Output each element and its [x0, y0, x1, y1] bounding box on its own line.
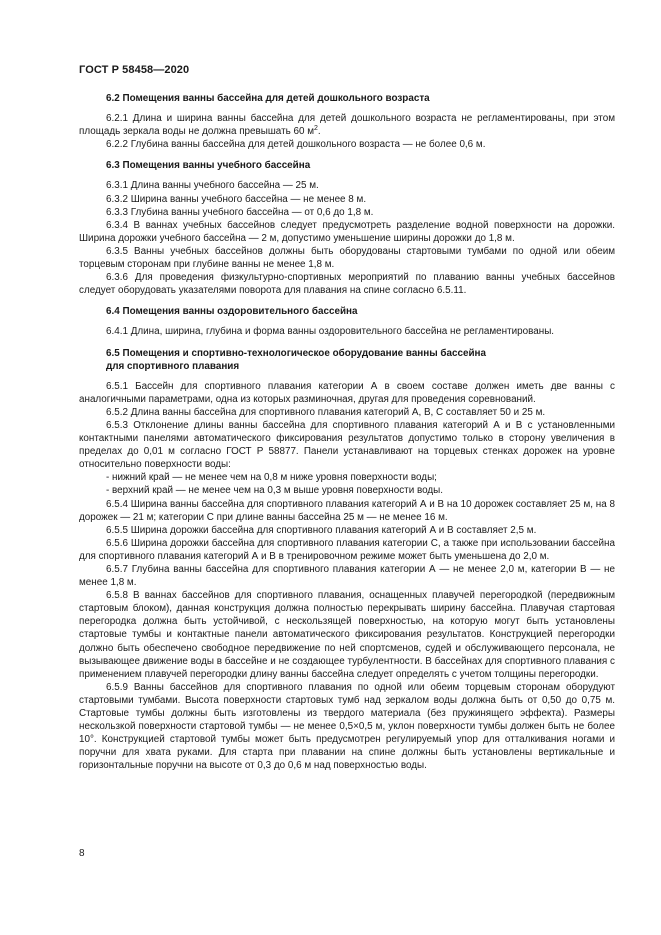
paragraph-6-3-5: 6.3.5 Ванны учебных бассейнов должны быть оборудованы стартовыми тумбами по одной или обеим торцевым сторонам при глубине ванны не менее 1,8 м.	[79, 245, 615, 271]
paragraph-6-2-2: 6.2.2 Глубина ванны бассейна для детей дошкольного возраста — не более 0,6 м.	[106, 139, 486, 151]
paragraph-6-5-5: 6.5.5 Ширина дорожки бассейна для спортивного плавания категорий А и В составляет 2,5 м.	[106, 524, 537, 536]
paragraph-6-5-1: 6.5.1 Бассейн для спортивного плавания категории А в своем составе должен иметь две ванны с аналогичными параметрами, одна из которых разминочная, другая для проведения соревнований.	[79, 380, 615, 405]
paragraph-6-2-1-text: 6.2.1 Длина и ширина ванны бассейна для детей дошкольного возраста не регламентированы, при этом площадь зеркала воды не должна превышать 60 м	[79, 113, 615, 138]
paragraph-6-3-6: 6.3.6 Для проведения физкультурно-спортивных мероприятий по плаванию ванны учебных бассейнов следует оборудовать указателями поворота для плавания на спине согласно 6.5.11.	[79, 272, 615, 297]
paragraph-6-5-3: 6.5.3 Отклонение длины ванны бассейна для спортивного плавания категорий А и В с установленными контактными панелями автоматического фиксирования результатов допустимо только в сторону увеличения в пределах до 0,01 м согласно ГОСТ Р 58877. Панели устанавливают на торцевых стенках дорожек на уровне относительно поверхности воды:	[79, 419, 615, 471]
paragraph-6-3-1: 6.3.1 Длина ванны учебного бассейна — 25 м.	[106, 180, 319, 192]
section-heading-6-5	[79, 347, 615, 373]
paragraph-6-2-1-end: .	[317, 126, 321, 138]
section-heading-6-3: 6.3 Помещения ванны учебного бассейна	[106, 160, 311, 172]
paragraph-6-3-3: 6.3.3 Глубина ванны учебного бассейна — от 0,6 до 1,8 м.	[106, 206, 374, 218]
section-heading-6-4: 6.4 Помещения ванны оздоровительного бассейна	[106, 306, 358, 318]
section-heading-6-2: 6.2 Помещения ванны бассейна для детей дошкольного возраста	[106, 93, 430, 104]
paragraph-6-5-6: 6.5.6 Ширина дорожки бассейна для спортивного плавания категории С, а также при использовании бассейна для спортивного плавания категорий А и В в тренировочном режиме может быть уменьшена до 2,0 м.	[79, 537, 615, 562]
paragraph-6-3-4: 6.3.4 В ваннах учебных бассейнов следует предусмотреть разделение водной поверхности на дорожки. Ширина дорожки учебного бассейна — 2 м, допустимо уменьшение ширины дорожки до 1,8 м.	[79, 219, 615, 244]
list-item-lower-edge: - нижний край — не менее чем на 0,8 м ниже уровня поверхности воды;	[106, 472, 437, 484]
document-body	[79, 92, 615, 773]
section-heading-6-5-line1: 6.5 Помещения и спортивно-технологическое оборудование ванны бассейна	[106, 347, 487, 359]
paragraph-6-5-9: 6.5.9 Ванны бассейнов для спортивного плавания по одной или обеим торцевым сторонам оборудуют стартовыми тумбами. Высота поверхности стартовых тумб над зеркалом воды должна быть от 0,50 до 0,75 м. Стартовые тумбы должны быть изготовлены из твердого материала (без пружинящего эффекта). Размеры нескользкой поверхности стартовой тумбы — не менее 0,5×0,5 м, уклон поверхности тумбы должен быть не более 10°. Конструкцией стартовой тумбы может быть предусмотрен регулируемый упор для отталкивания ногами и поручни для хвата руками. Для старта при плавании на спине должны быть установлены вертикальные и горизонтальные поручни на высоте от 0,3 до 0,6 м над поверхностью воды.	[79, 681, 615, 772]
section-heading-6-5-line2: для спортивного плавания	[106, 360, 240, 372]
paragraph-6-5-7: 6.5.7 Глубина ванны бассейна для спортивного плавания категории А — не менее 2,0 м, категории В — не менее 1,8 м.	[79, 564, 615, 589]
paragraph-6-3-2: 6.3.2 Ширина ванны учебного бассейна — не менее 8 м.	[106, 193, 367, 205]
page-number: 8	[79, 848, 85, 859]
paragraph-6-4-1: 6.4.1 Длина, ширина, глубина и форма ванны оздоровительного бассейна не регламентированы.	[106, 326, 555, 338]
paragraph-6-5-8: 6.5.8 В ваннах бассейнов для спортивного плавания, оснащенных плавучей перегородкой (передвижным стартовым блоком), данная конструкция должна полностью перекрывать ширину бассейна. Плавучая стартовая перегородка должна быть устойчивой, с нескользящей поверхностью, на которую могут быть установлены стартовые тумбы и контактные панели автоматического фиксирования результатов. Конструкцией перегородки должно быть обеспечено свободное передвижение по ней спортсменов, судей и обслуживающего персонала, не вызывающее движение воды в бассейне и не создающее турбулентности. В бассейнах для спортивного плавания с применением плавучей перегородки длину ванны бассейна следует определять с учетом толщины перегородки.	[79, 590, 615, 680]
paragraph-6-2-1	[79, 112, 615, 138]
document-code: ГОСТ Р 58458—2020	[79, 64, 190, 76]
list-item-upper-edge: - верхний край — не менее чем на 0,3 м выше уровня поверхности воды.	[106, 485, 443, 497]
paragraph-6-5-4: 6.5.4 Ширина ванны бассейна для спортивного плавания категорий А и В на 10 дорожек составляет 25 м, на 8 дорожек — 21 м; категории С при длине ванны бассейна 25 м — не менее 16 м.	[79, 498, 615, 523]
paragraph-6-5-2: 6.5.2 Длина ванны бассейна для спортивного плавания категорий А, В, С составляет 50 и 25 м.	[106, 406, 546, 418]
superscript-2: 2	[314, 125, 318, 133]
